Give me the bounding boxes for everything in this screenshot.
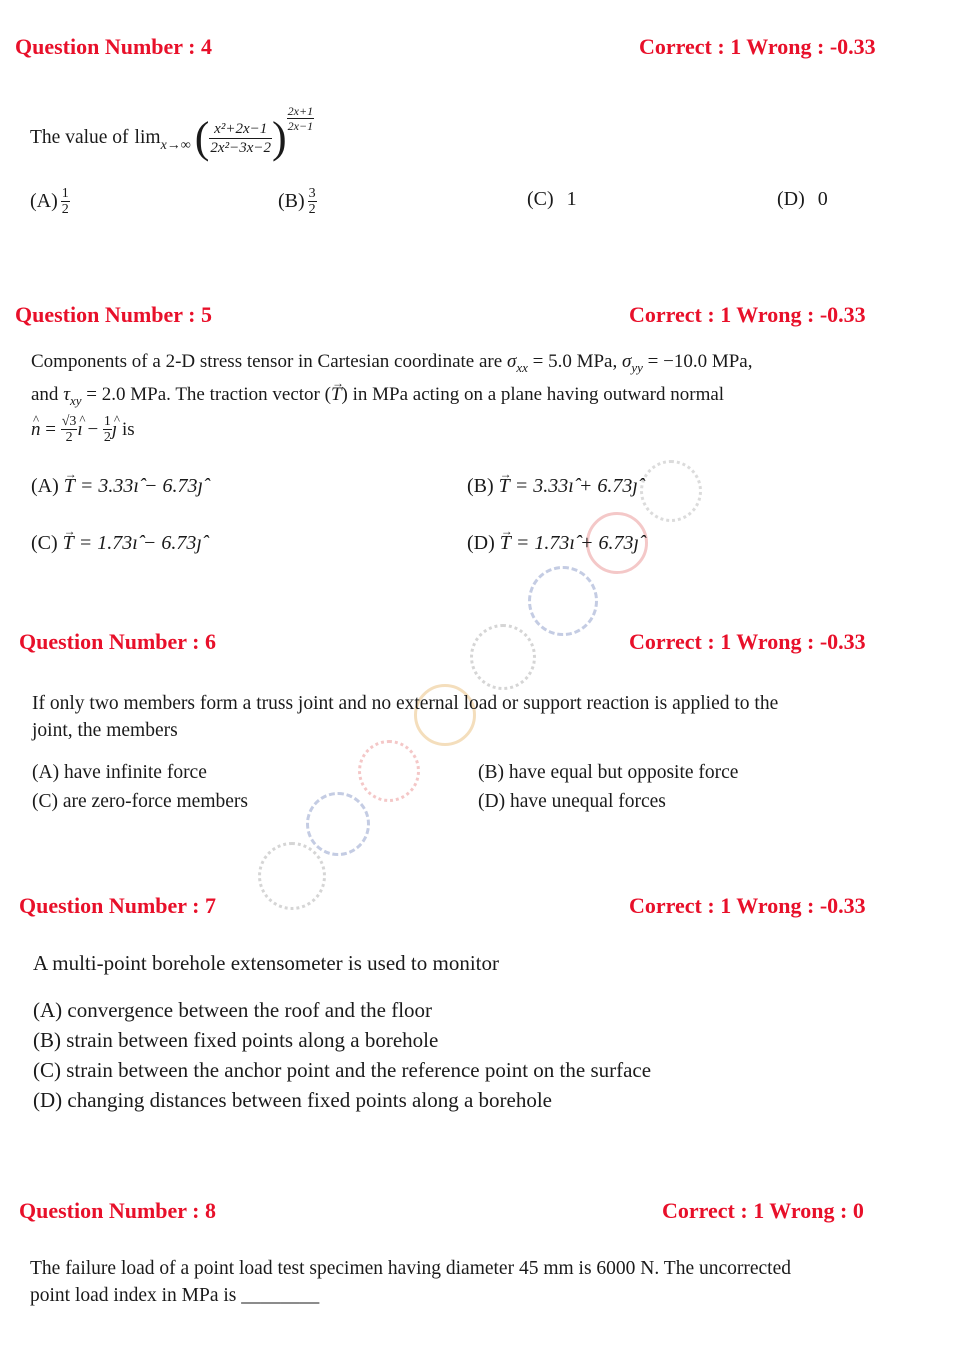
vector-t: → T <box>63 530 74 556</box>
fraction <box>103 414 112 445</box>
question-5-scoring: Correct : 1 Wrong : -0.33 <box>629 302 866 327</box>
stem-text: ) in MPa acting on a plane having outward normal <box>341 384 725 405</box>
option-label: (B) <box>467 475 499 497</box>
option-text: = 1.73ı̂ + 6.73ȷ̂ <box>510 532 639 554</box>
stem-text: = 2.0 MPa. The traction vector ( <box>81 384 331 405</box>
watermark-seal <box>640 460 702 522</box>
fraction-numerator: 1 <box>103 414 111 429</box>
watermark-seal <box>306 792 370 856</box>
question-5-option-c[interactable] <box>31 530 202 556</box>
unit-i: ^ ı <box>77 417 82 443</box>
subscript: yy <box>631 359 643 375</box>
option-text: = 1.73ı̂ − 6.73ȷ̂ <box>73 532 202 554</box>
stem-text: = −10.0 MPa, <box>642 351 753 372</box>
vector-t: → T <box>499 473 510 499</box>
vector-t: → T <box>331 382 342 408</box>
question-4-number: Question Number : 4 <box>15 34 212 59</box>
watermark-seal <box>528 566 598 636</box>
option-label: (A) <box>31 475 64 497</box>
question-5-option-a[interactable] <box>31 473 203 499</box>
fraction-numerator: x²+2x−1 <box>209 120 272 139</box>
fraction-denominator: 2x²−3x−2 <box>210 139 271 156</box>
vector-t: → T <box>500 530 511 556</box>
question-5-option-b[interactable] <box>467 473 638 499</box>
question-6-option-b[interactable]: (B) have equal but opposite force <box>478 762 739 783</box>
question-5-stem-line-2 <box>31 382 724 414</box>
option-numerator: 3 <box>308 186 316 201</box>
watermark-seal <box>358 740 420 802</box>
question-4-option-b[interactable] <box>278 186 317 217</box>
option-text: 1 <box>566 188 577 210</box>
option-numerator: 1 <box>61 186 69 201</box>
fraction-denominator: 2 <box>103 430 111 445</box>
question-8-scoring: Correct : 1 Wrong : 0 <box>662 1198 864 1223</box>
question-7-option-a[interactable]: (A) convergence between the roof and the floor <box>33 998 433 1022</box>
fraction <box>209 120 272 157</box>
fraction-denominator: 2 <box>65 430 73 445</box>
watermark-seal <box>470 624 536 690</box>
question-5-option-d[interactable] <box>467 530 639 556</box>
lim-subscript: x→∞ <box>160 138 191 153</box>
watermark-seal <box>258 842 326 910</box>
stem-text: is <box>117 418 135 440</box>
question-4-scoring: Correct : 1 Wrong : -0.33 <box>639 34 876 59</box>
fraction <box>61 414 78 445</box>
option-fraction <box>308 186 317 217</box>
question-7-stem: A multi-point borehole extensometer is used to monitor <box>33 951 500 975</box>
stem-text: and <box>31 384 64 405</box>
question-8-stem-line-1: The failure load of a point load test specimen having diameter 45 mm is 6000 N. The uncorrected <box>30 1258 791 1279</box>
normal-n: ^ n <box>31 417 41 443</box>
vector-t: → T <box>64 473 75 499</box>
option-denominator: 2 <box>308 202 316 217</box>
sigma-symbol: σ <box>621 351 632 372</box>
option-label: (D) <box>467 532 500 554</box>
question-7-scoring: Correct : 1 Wrong : -0.33 <box>629 893 866 918</box>
stem-text: = <box>40 418 61 440</box>
option-label: (A) <box>30 190 58 212</box>
subscript: xx <box>516 359 528 375</box>
fraction-numerator: √3 <box>61 414 77 429</box>
exponent-denominator: 2x−1 <box>287 118 314 133</box>
option-label: (B) <box>278 190 305 212</box>
sigma-symbol: σ <box>506 351 517 372</box>
question-6-stem-line-1: If only two members form a truss joint and no external load or support reaction is applied to the <box>32 693 779 714</box>
stem-text: The value of <box>30 127 129 148</box>
question-4-option-c[interactable] <box>527 188 577 211</box>
option-text: = 3.33ı̂ + 6.73ȷ̂ <box>509 475 638 497</box>
question-6-option-c[interactable]: (C) are zero-force members <box>32 791 248 812</box>
stem-text: − <box>82 418 103 440</box>
question-7-number: Question Number : 7 <box>19 893 216 918</box>
option-label: (C) <box>527 188 554 210</box>
exponent-fraction <box>287 104 314 133</box>
question-6-stem-line-2: joint, the members <box>32 720 178 741</box>
option-fraction <box>61 186 70 217</box>
exponent-numerator: 2x+1 <box>287 103 314 118</box>
question-6-option-a[interactable]: (A) have infinite force <box>32 762 207 783</box>
question-6-option-d[interactable]: (D) have unequal forces <box>478 791 666 812</box>
option-text: 0 <box>817 188 828 210</box>
question-7-option-c[interactable]: (C) strain between the anchor point and the reference point on the surface <box>33 1058 652 1082</box>
question-7-option-d[interactable]: (D) changing distances between fixed points along a borehole <box>33 1088 553 1112</box>
question-5-stem-line-1 <box>31 349 752 381</box>
question-4-stem: The value of lim x→∞ ( $\frac{\text{x²+2x−1}}{\text{2x²−3x−2}}$ ) $\frac{2x+1}{2x-1}$ <box>30 103 314 162</box>
question-5-stem-line-3 <box>31 414 135 445</box>
question-4-option-a[interactable] <box>30 186 70 217</box>
question-7-option-b[interactable]: (B) strain between fixed points along a borehole <box>33 1028 439 1052</box>
question-6-scoring: Correct : 1 Wrong : -0.33 <box>629 629 866 654</box>
question-5-number: Question Number : 5 <box>15 302 212 327</box>
option-denominator: 2 <box>61 202 69 217</box>
question-6-number: Question Number : 6 <box>19 629 216 654</box>
subscript: xy <box>70 392 82 408</box>
option-label: (C) <box>31 532 63 554</box>
question-4-option-d[interactable] <box>777 188 828 211</box>
unit-j: ^ ȷ <box>112 417 117 443</box>
question-8-stem-line-2: point load index in MPa is ________ <box>30 1285 320 1306</box>
stem-text: Components of a 2-D stress tensor in Cartesian coordinate are <box>31 351 507 372</box>
option-label: (D) <box>777 188 805 210</box>
lim-text: lim <box>134 127 161 148</box>
option-text: = 3.33ı̂ − 6.73ȷ̂ <box>74 475 203 497</box>
tau-symbol: τ <box>63 384 70 405</box>
question-8-number: Question Number : 8 <box>19 1198 216 1223</box>
stem-text: = 5.0 MPa, <box>527 351 622 372</box>
